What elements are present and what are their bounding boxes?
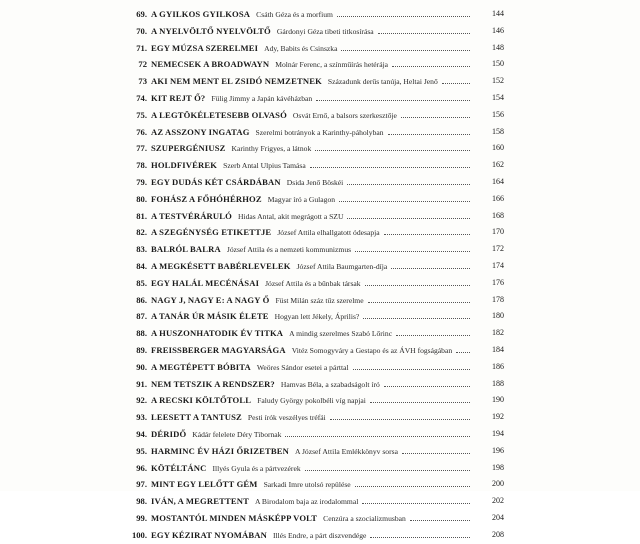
entry-subtitle: A József Attila Emlékkönyv sorsa xyxy=(295,446,398,456)
entry-subtitle: Kádár felelete Déry Tibornak xyxy=(192,429,282,439)
dot-leader xyxy=(347,218,470,219)
entry-title: NEM TETSZIK A RENDSZER? xyxy=(151,378,275,389)
toc-entry xyxy=(120,308,504,325)
dot-leader xyxy=(384,234,470,235)
entry-subtitle: József Attila és a bűnbak társak xyxy=(265,278,361,288)
entry-subtitle: Pesti írók veszélyes tréfái xyxy=(247,413,326,423)
entry-subtitle: Századunk derűs tanúja, Heltai Jenő xyxy=(327,77,438,87)
entry-subtitle: Ady, Babits és Csinszka xyxy=(264,43,338,53)
entry-subtitle: A mindig szerelmes Szabó Lőrinc xyxy=(289,329,393,339)
entry-page-number: 198 xyxy=(492,462,504,472)
entry-subtitle: József Attila és a nemzeti kommunizmus xyxy=(226,245,352,255)
entry-number: 84. xyxy=(136,260,147,271)
entry-page-number: 154 xyxy=(492,92,504,102)
entry-title: A HUSZONHATODIK ÉV TITKA xyxy=(151,328,284,339)
toc-entry xyxy=(120,409,504,426)
entry-number: 78. xyxy=(136,160,147,171)
dot-leader xyxy=(392,66,470,67)
entry-number: 82. xyxy=(136,227,147,238)
dot-leader xyxy=(355,251,470,252)
toc-entry xyxy=(120,90,504,107)
entry-number: 94. xyxy=(136,428,147,439)
table-of-contents xyxy=(120,6,504,544)
entry-subtitle: Magyar író a Gulagon xyxy=(267,194,336,204)
entry-page-number: 146 xyxy=(492,25,504,35)
dot-leader xyxy=(341,50,470,51)
entry-page-number: 156 xyxy=(492,109,504,119)
toc-entry xyxy=(120,40,504,57)
entry-subtitle: Szerb Antal Ulpius Tamása xyxy=(223,161,306,171)
toc-entry xyxy=(120,56,504,73)
toc-entry xyxy=(120,426,504,443)
dot-leader xyxy=(391,268,470,269)
toc-entry xyxy=(120,325,504,342)
entry-subtitle: József Attila Baumgarten-díja xyxy=(296,261,388,271)
entry-subtitle: Karinthy Frigyes, a látnok xyxy=(231,144,312,154)
entry-title: HARMINC ÉV HÁZI ŐRIZETBEN xyxy=(151,445,290,456)
entry-subtitle: Osvát Ernő, a balsors szerkesztője xyxy=(292,110,397,120)
entry-number: 98. xyxy=(136,496,147,507)
entry-page-number: 144 xyxy=(492,9,504,18)
entry-number: 76. xyxy=(136,126,147,137)
entry-number: 69. xyxy=(136,9,147,19)
dot-leader xyxy=(315,150,470,151)
entry-number: 88. xyxy=(136,328,147,339)
entry-title: EGY MÚZSA SZERELMEI xyxy=(151,42,259,53)
entry-title: A NYELVÖLTŐ NYELVÖLTŐ xyxy=(151,25,271,36)
entry-number: 70. xyxy=(136,25,147,36)
entry-subtitle: Fülig Jimmy a Japán kávéházban xyxy=(211,93,313,103)
toc-entry xyxy=(120,224,504,241)
entry-subtitle: Weöres Sándor esetei a párttal xyxy=(256,362,349,372)
dot-leader xyxy=(396,335,470,336)
dot-leader xyxy=(285,436,470,437)
toc-entry xyxy=(120,342,504,359)
entry-number: 99. xyxy=(136,512,147,523)
entry-page-number: 174 xyxy=(492,260,504,270)
entry-page-number: 148 xyxy=(492,42,504,52)
entry-title: MINT EGY LELŐTT GÉM xyxy=(151,479,258,490)
entry-title: AKI NEM MENT EL ZSIDÓ NEMZETNEK xyxy=(151,76,322,87)
toc-entry xyxy=(120,174,504,191)
dot-leader xyxy=(402,453,470,454)
entry-title: HOLDFIVÉREK xyxy=(151,160,218,171)
entry-title: A GYILKOS GYILKOSA xyxy=(151,9,251,19)
entry-number: 95. xyxy=(136,445,147,456)
entry-subtitle: Illyés Gyula és a pártvezérek xyxy=(212,463,301,473)
entry-page-number: 182 xyxy=(492,328,504,338)
entry-page-number: 158 xyxy=(492,126,504,136)
entry-page-number: 196 xyxy=(492,445,504,455)
toc-entry xyxy=(120,191,504,208)
entry-page-number: 168 xyxy=(492,210,504,220)
entry-subtitle: Cenzúra a szocializmusban xyxy=(323,513,406,523)
entry-subtitle: A Birodalom baja az irodalommal xyxy=(254,497,359,507)
entry-page-number: 192 xyxy=(492,412,504,422)
dot-leader xyxy=(355,486,470,487)
entry-number: 83. xyxy=(136,244,147,255)
toc-entry xyxy=(120,124,504,141)
entry-number: 97. xyxy=(136,479,147,490)
entry-subtitle: Vitéz Somogyváry a Gestapo és az ÁVH fogságában xyxy=(291,345,453,355)
entry-title: A SZEGÉNYSÉG ETIKETTJE xyxy=(151,227,272,238)
entry-number: 86. xyxy=(136,294,147,305)
toc-entry xyxy=(120,443,504,460)
toc-entry xyxy=(120,392,504,409)
entry-subtitle: Dsida Jenő Böskéi xyxy=(286,177,344,187)
entry-page-number: 186 xyxy=(492,361,504,371)
entry-number: 81. xyxy=(136,210,147,221)
dot-leader xyxy=(401,117,470,118)
entry-number: 80. xyxy=(136,193,147,204)
entry-subtitle: Hamvas Béla, a szabadságolt író xyxy=(280,379,380,389)
entry-page-number: 152 xyxy=(492,76,504,86)
dot-leader xyxy=(316,100,470,101)
dot-leader xyxy=(339,201,470,202)
toc-entry xyxy=(120,510,504,527)
entry-number: 89. xyxy=(136,344,147,355)
entry-subtitle: Szerelmi botrányok a Karinthy-páholyban xyxy=(255,127,384,137)
entry-number: 91. xyxy=(136,378,147,389)
dot-leader xyxy=(410,520,470,521)
entry-page-number: 150 xyxy=(492,59,504,69)
entry-page-number: 184 xyxy=(492,344,504,354)
entry-number: 90. xyxy=(136,361,147,372)
entry-title: BALRÓL BALRA xyxy=(151,244,221,255)
entry-subtitle: József Attila elhallgatott ódesapja xyxy=(277,228,380,238)
entry-title: AZ ASSZONY INGATAG xyxy=(151,126,250,137)
dot-leader xyxy=(353,369,470,370)
entry-page-number: 190 xyxy=(492,395,504,405)
entry-page-number: 188 xyxy=(492,378,504,388)
entry-number: 74. xyxy=(136,92,147,103)
entry-page-number: 178 xyxy=(492,294,504,304)
toc-entry xyxy=(120,23,504,40)
entry-title: LEESETT A TANTUSZ xyxy=(151,412,242,423)
entry-title: EGY DUDÁS KÉT CSÁRDÁBAN xyxy=(151,176,281,187)
entry-page-number: 200 xyxy=(492,479,504,489)
dot-leader xyxy=(378,33,470,34)
entry-subtitle: Illés Endre, a párt diszvendége xyxy=(273,530,367,540)
toc-entry xyxy=(120,460,504,477)
toc-entry xyxy=(120,493,504,510)
toc-entry xyxy=(120,208,504,225)
entry-subtitle: Gárdonyi Géza tibeti titkosírása xyxy=(276,26,374,36)
entry-title: A MEGKÉSETT BABÉRLEVELEK xyxy=(151,260,291,271)
entry-subtitle: Molnár Ferenc, a színműírás hetérája xyxy=(275,60,389,70)
entry-subtitle: Hidas Antal, akit megrágott a SZU xyxy=(237,211,344,221)
entry-title: EGY KÉZIRAT NYOMÁBAN xyxy=(151,529,268,540)
entry-number: 79. xyxy=(136,176,147,187)
entry-title: IVÁN, A MEGRETTENT xyxy=(151,496,249,507)
entry-title: A TESTVÉRÁRULÓ xyxy=(151,210,232,221)
entry-subtitle: Füst Milán száz tűz szerelme xyxy=(275,295,364,305)
dot-leader xyxy=(365,285,470,286)
entry-title: FREISSBERGER MAGYARSÁGA xyxy=(151,344,286,355)
entry-page-number: 172 xyxy=(492,244,504,254)
entry-title: EGY HALÁL MECÉNÁSAI xyxy=(151,277,260,288)
dot-leader xyxy=(330,419,470,420)
toc-entry xyxy=(120,157,504,174)
dot-leader xyxy=(310,167,470,168)
dot-leader xyxy=(347,184,470,185)
entry-page-number: 208 xyxy=(492,529,504,539)
toc-entry xyxy=(120,73,504,90)
entry-title: KIT REJT Ő? xyxy=(151,92,206,103)
entry-title: A RECSKI KÖLTŐTOLL xyxy=(151,395,252,406)
entry-number: 77. xyxy=(136,143,147,154)
entry-title: A MEGTÉPETT BÓBITA xyxy=(151,361,251,372)
entry-page-number: 204 xyxy=(492,512,504,522)
entry-subtitle: Csáth Géza és a morfium xyxy=(256,10,333,19)
dot-leader xyxy=(370,537,470,538)
dot-leader xyxy=(363,318,470,319)
entry-page-number: 160 xyxy=(492,143,504,153)
entry-title: NEMECSEK A BROADWAYN xyxy=(151,59,270,70)
entry-page-number: 202 xyxy=(492,496,504,506)
entry-page-number: 180 xyxy=(492,311,504,321)
entry-number: 71. xyxy=(136,42,147,53)
toc-entry xyxy=(120,359,504,376)
toc-entry xyxy=(120,292,504,309)
entry-title: MOSTANTÓL MINDEN MÁSKÉPP VOLT xyxy=(151,512,318,523)
entry-number: 72 xyxy=(138,59,147,70)
toc-entry xyxy=(120,107,504,124)
entry-page-number: 170 xyxy=(492,227,504,237)
toc-entry xyxy=(120,527,504,544)
entry-page-number: 176 xyxy=(492,277,504,287)
dot-leader xyxy=(384,386,470,387)
entry-number: 75. xyxy=(136,109,147,120)
entry-title: KÖTÉLTÁNC xyxy=(151,462,207,473)
entry-title: NAGY J, NAGY E: A NAGY Ő xyxy=(151,294,270,305)
dot-leader xyxy=(442,83,470,84)
dot-leader xyxy=(388,134,470,135)
toc-entry xyxy=(120,6,504,23)
entry-number: 93. xyxy=(136,412,147,423)
entry-page-number: 194 xyxy=(492,428,504,438)
toc-entry xyxy=(120,376,504,393)
toc-entry xyxy=(120,275,504,292)
entry-number: 87. xyxy=(136,311,147,322)
entry-number: 73 xyxy=(138,76,147,87)
entry-title: FOHÁSZ A FŐHÓHÉRHOZ xyxy=(151,193,262,204)
entry-title: A LEGTÖKÉLETESEBB OLVASÓ xyxy=(151,109,287,120)
dot-leader xyxy=(362,503,470,504)
dot-leader xyxy=(337,16,470,17)
entry-page-number: 164 xyxy=(492,176,504,186)
toc-entry xyxy=(120,258,504,275)
entry-subtitle: Faludy György pokolbéli víg napjai xyxy=(257,396,366,406)
toc-entry xyxy=(120,241,504,258)
entry-page-number: 166 xyxy=(492,193,504,203)
entry-subtitle: Hogyan lett Jékely, Április? xyxy=(274,312,360,322)
dot-leader xyxy=(370,402,470,403)
entry-title: SZUPERGÉNIUSZ xyxy=(151,143,226,154)
dot-leader xyxy=(305,470,470,471)
entry-number: 100. xyxy=(131,529,147,540)
dot-leader xyxy=(456,352,470,353)
entry-title: DÉRIDŐ xyxy=(151,428,187,439)
toc-entry xyxy=(120,140,504,157)
entry-number: 85. xyxy=(136,277,147,288)
entry-number: 96. xyxy=(136,462,147,473)
entry-page-number: 162 xyxy=(492,160,504,170)
dot-leader xyxy=(368,302,470,303)
entry-subtitle: Sarkadi Imre utolsó repülése xyxy=(263,480,351,490)
entry-number: 92. xyxy=(136,395,147,406)
entry-title: A TANÁR ÚR MÁSIK ÉLETE xyxy=(151,311,269,322)
